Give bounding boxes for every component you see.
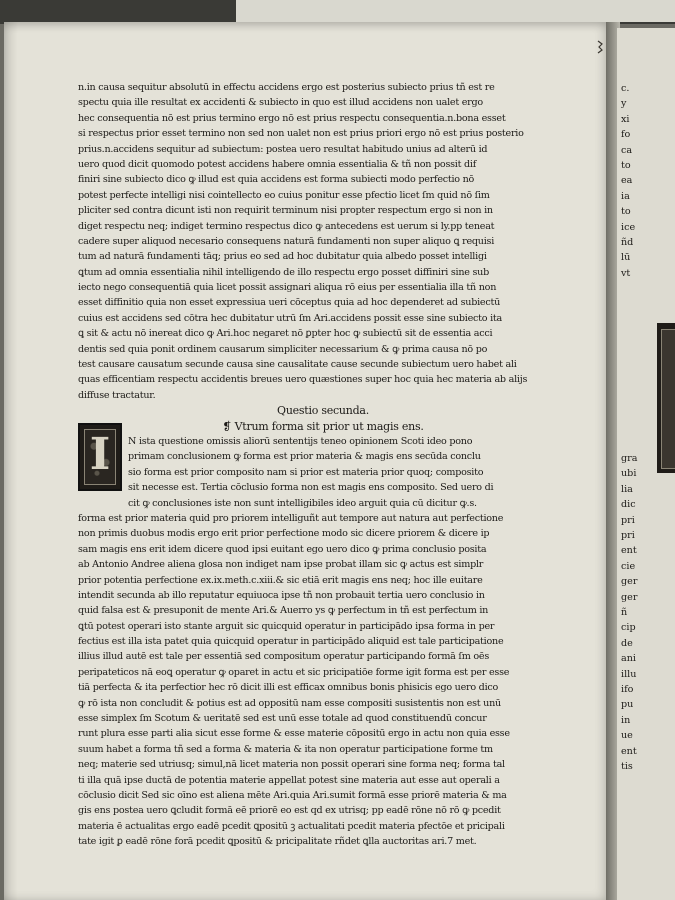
text-line: materia ē actualitas ergo eadē pcedit ꝗpositū ꝫ actualitati pcedit materia pfectōe et pricipali [78, 820, 505, 832]
facing-page-line: ent [621, 545, 637, 557]
text-line: cōclusio dicit Sed sic oīno est aliena mēte Ari.quia Ari.sumit formā esse priorē materia & ma [78, 789, 507, 801]
initial-paragraph [78, 434, 568, 511]
facing-page-ornament [657, 323, 675, 473]
text-line: pliciter sed contra dicunt isti non requirit terminum nisi propter respectum ergo si non in [78, 205, 493, 217]
text-line: finiri sine subiecto dico ꝙ illud est quia accidens est forma subiecti modo perfectio nō [78, 174, 475, 186]
decorated-initial [78, 423, 122, 491]
facing-page-line: ger [621, 591, 638, 603]
facing-page-line: to [621, 206, 631, 218]
text-line: intendit secunda ab illo reputatur equiuoca ipse tñ non probauit tertia uero conclusio in [78, 589, 485, 601]
main-text-block [78, 80, 568, 850]
text-line: primam conclusionem ꝙ forma est prior materia & magis ens secūda conclu [128, 451, 481, 463]
facing-page-line: xi [621, 113, 630, 125]
facing-page-line: c. [621, 83, 630, 94]
text-line: forma est prior materia quid pro priorem intelliguñt aut tempore aut natura aut perfectione [78, 512, 504, 524]
facing-page-line: ger [621, 576, 638, 588]
facing-page-line: ent [621, 745, 637, 757]
text-line: gis ens postea uero ꝗcludit formā eē priorē eo est qd ex utrisq; pp eadē rōne nō rō ꝙ pcedit [78, 805, 501, 817]
facing-page-line: ifo [621, 684, 634, 695]
opening-paragraph [78, 80, 568, 403]
facing-page-line: cie [621, 560, 636, 572]
facing-page-line: dic [621, 499, 636, 511]
text-line: non primis duobus modis ergo erit prior perfectione modo sic dicere priorem & dicere ip [78, 528, 490, 540]
facing-page-line: y [621, 98, 627, 110]
text-line: diget respectu neq; indiget termino respectus dico ꝙ antecedens est uerum si ly.pp teneat [78, 220, 495, 232]
text-line: esset diffinitio quia non esset expressiua ueri cōceptus quia ad hoc dependeret ad subiectū [78, 297, 501, 309]
body-paragraph [78, 511, 568, 850]
facing-page-line: fo [621, 129, 631, 141]
facing-page [617, 28, 675, 900]
next-page-edge [236, 0, 675, 22]
text-line: quid falsa est & presuponit de mente Ari.& Auerro ys ꝙ perfectum in tñ est perfectum in [78, 605, 489, 617]
facing-page-line: in [621, 714, 631, 726]
text-line: cadere super aliquod necesario consequens naturā fundamenti non super aliquo ꝗ requisi [78, 235, 495, 247]
facing-page-line: ue [621, 730, 633, 742]
text-line: prius.n.accidens sequitur ad subiectum: postea uero resultat habitudo unius ad alterū id [78, 143, 488, 155]
text-line: sio forma est prior composito nam si prior est materia prior quoq; composito [128, 466, 484, 478]
text-line: test causare causatum secunde causa sine causalitate cause secunde subiectum uero habet ali [78, 359, 517, 371]
facing-page-line: vt [621, 267, 631, 279]
question-title: ❡ Vtrum forma sit prior ut magis ens. [222, 419, 424, 433]
text-line: diffuse tractatur. [78, 389, 156, 401]
initial-letter: I [89, 429, 111, 480]
facing-page-line: ice [621, 221, 636, 233]
text-line: cuius est accidens sed cōtra hec dubitatur utrū ſm Ari.accidens possit esse sine subiecto ita [78, 312, 502, 324]
facing-page-line: de [621, 637, 633, 649]
text-line: tiā perfecta & ita perfectior hec rō dicit illi est efficax omnibus bonis phisicis ego uero dico [78, 682, 499, 694]
facing-page-line: ia [621, 190, 630, 202]
text-line: ꝗ sit & actu nō inereat dico ꝙ Ari.hoc negaret nō ꝑpter hoc ꝙ subiectū sit de essentia acci [78, 328, 493, 340]
facing-page-line: ñd [621, 237, 634, 248]
facing-page-line: ani [621, 653, 636, 665]
facing-page-line: pri [621, 514, 635, 526]
text-line: N ista questione omissis aliorū sententijs teneo opinionem Scoti ideo pono [128, 435, 473, 447]
text-line: ti illa quā ipse ductā de potentia materie appellat potest sine materia aut esse aut operali a [78, 774, 500, 786]
facing-page-line: pri [621, 530, 635, 541]
text-line: runt plura esse parti alia sicut esse forme & esse materie cōpositū ergo in actu non quia esse [78, 728, 510, 740]
text-line: ab Antonio Andree aliena glosa non indiget nam ipse probat illam sic ꝙ actus est simplr [78, 559, 484, 571]
facing-page-line: illu [621, 668, 637, 680]
text-line: sam magis ens erit idem dicere quod ipsi euitant ego uero dico ꝙ prima conclusio posita [78, 543, 487, 555]
text-line: potest perfecte intelligi nisi cointellecto eo cuius ponitur esse pfectio licet ſm quid nō ſim [78, 189, 490, 201]
text-line: spectu quia ille resultat ex accidenti & subiecto in quo est illud accidens non ualet ergo [78, 97, 483, 109]
text-line: tate igit ꝑ eadē rōne forā pcedit ꝗpositū & pricipalitate rñdet ꝗlla auctoritas ari.7 met. [78, 836, 477, 848]
text-line: neq; materie sed utriusq; simul,nā licet materia non possit operari sine forma neq; forma tal [78, 759, 505, 771]
facing-page-line: lia [621, 483, 633, 495]
text-line: dentis sed quia ponit ordinem causarum simpliciter necessarium & ꝙ prima causa nō po [78, 343, 488, 355]
text-line: prior potentia perfectione ex.ix.meth.c.xiii.& sic etiā erit magis ens neq; hoc ille euitare [78, 574, 483, 586]
facing-page-line: ñ [621, 607, 628, 618]
text-line: n.in causa sequitur absolutū in effectu accidens ergo est posterius subiecto prius tñ est re [78, 82, 495, 93]
facing-page-line: ea [621, 175, 633, 187]
text-line: ꝙ rō ista non concludit & potius est ad oppositū nam esse compositi susistentis non est unū [78, 697, 501, 709]
manuscript-mark [596, 40, 604, 54]
text-line: tum ad naturā fundamenti tāq; prius eo sed ad hoc dubitatur quia albedo posset intelligi [78, 251, 487, 263]
question-heading: Questio secunda. [277, 404, 369, 418]
facing-page-line: lū [621, 252, 631, 264]
text-line: illius illud autē est tale per essentiā sed compositum operatur participando formā ſm oēs [78, 651, 490, 663]
text-line: iecto nego consequentiā quia licet possit assignari aliqua rō eius per essentialia illa tñ non [78, 282, 497, 294]
text-line: sit necesse est. Tertia cōclusio forma non est magis ens composito. Sed uero di [128, 482, 494, 494]
text-line: suum habet a forma tñ sed a forma & materia & ita non operatur participatione forme tm [78, 743, 493, 755]
facing-page-line: cip [621, 622, 636, 634]
text-line: uero quod dicit quomodo potest accidens habere omnia essentialia & tñ non possit dif [78, 158, 477, 170]
text-line: ꝗtū potest operari isto stante arguit sic quicquid operatur in participādo ipsa forma in per [78, 620, 495, 632]
text-line: si respectus prior esset termino non sed non ualet non est prius priori ergo nō est prius posterio [78, 128, 524, 140]
facing-page-line: pu [621, 699, 634, 711]
facing-page-line: ca [621, 144, 633, 156]
text-line: ꝗtum ad omnia essentialia nihil intelligendo de illo respectu ergo posset diffiniri sine sub [78, 266, 489, 278]
text-line: quas efficentiam respectu accidentis breues uero quæstiones super hoc quia hec materia ab alijs [78, 374, 528, 386]
facing-page-line: ubi [621, 468, 637, 480]
text-line: hec consequentia nō est prius termino ergo nō est prius respectu consequentia.n.bona esset [78, 112, 506, 124]
facing-page-line: to [621, 160, 631, 171]
facing-page-line: gra [621, 453, 638, 464]
text-line: peripateticos nā eoꝗ operatur ꝙ oparet in actu et sic pricipatiōe forme igit forma est per esse [78, 666, 510, 678]
text-line: esse simplex ſm Scotum & ueritatē sed est unū esse totale ad quod constituendū concur [78, 713, 487, 725]
text-line: cit ꝙ conclusiones iste non sunt intelligibiles ideo arguit quia cū dicitur ꝙ.s. [128, 497, 477, 509]
text-line: fectius est illa ista patet quia quicquid operatur in participādo aliquid est tale participatione [78, 636, 504, 648]
facing-page-line: tis [621, 761, 633, 772]
